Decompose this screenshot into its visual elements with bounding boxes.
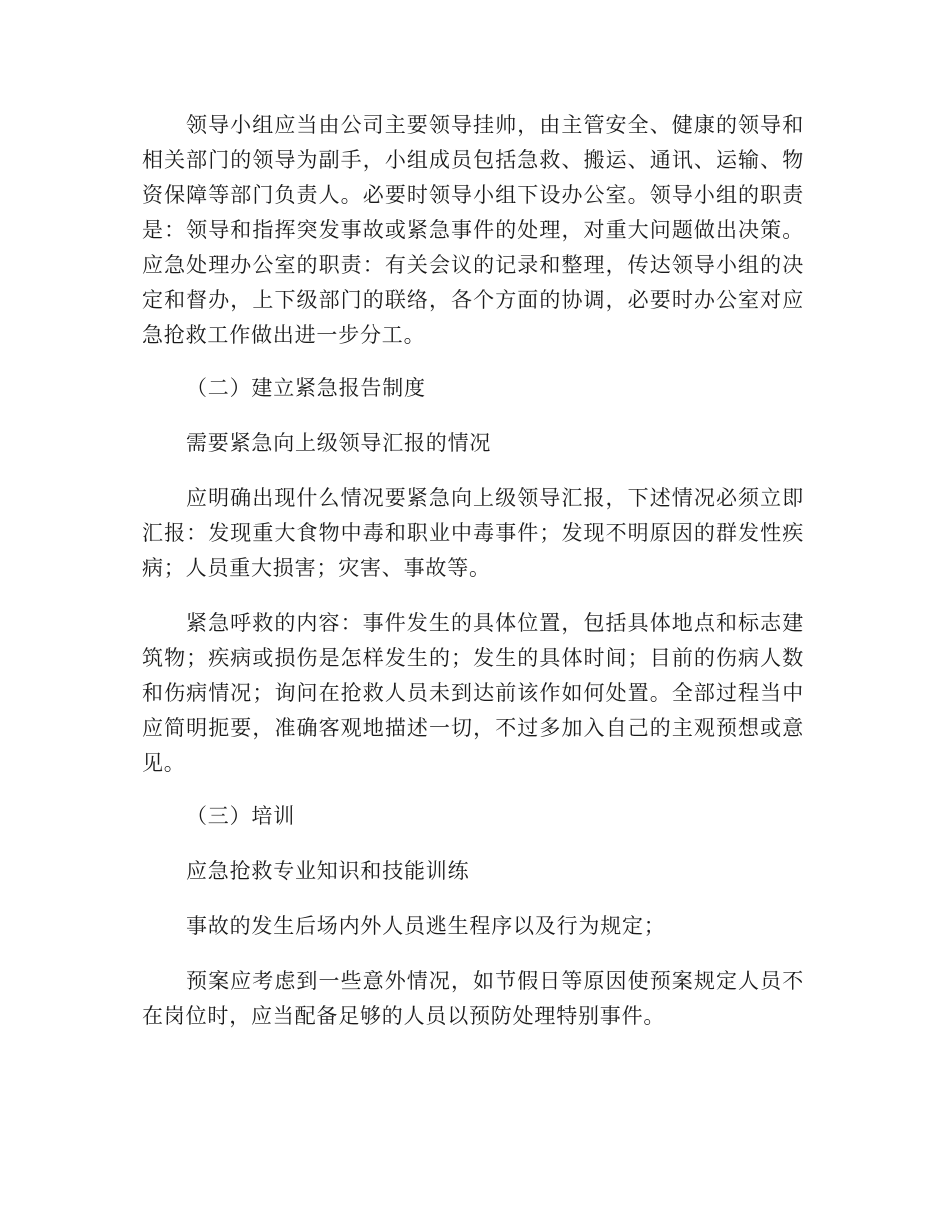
paragraph-emergency-call: 紧急呼救的内容：事件发生的具体位置，包括具体地点和标志建筑物；疾病或损伤是怎样发生的；发生的具体时间；目前的伤病人数和伤病情况；询问在抢救人员未到达前该作如何处置。全部过程当中应简明扼要，准确客观地描述一切，不过多加入自己的主观预想或意见。 [142,611,804,775]
section-heading-emergency-report: （二）建立紧急报告制度 [186,376,426,400]
paragraph-report-conditions: 应明确出现什么情况要紧急向上级领导汇报，下述情况必须立即汇报：发现重大食物中毒和职业中毒事件；发现不明原因的群发性疾病；人员重大损害；灾害、事故等。 [142,486,804,580]
document-body [142,108,804,1034]
paragraph-contingency-staffing: 预案应考虑到一些意外情况，如节假日等原因使预案规定人员不在岗位时，应当配备足够的人员以预防处理特别事件。 [142,969,804,1028]
section-heading-training: （三）培训 [186,804,295,828]
subheading-urgent-report: 需要紧急向上级领导汇报的情况 [186,431,492,455]
paragraph-leadership-group: 领导小组应当由公司主要领导挂帅，由主管安全、健康的领导和相关部门的领导为副手，小组成员包括急救、搬运、通讯、运输、物资保障等部门负责人。必要时领导小组下设办公室。领导小组的职责是：领导和指挥突发事故或紧急事件的处理，对重大问题做出决策。应急处理办公室的职责：有关会议的记录和整理，传达领导小组的决定和督办，上下级部门的联络，各个方面的协调，必要时办公室对应急抢救工作做出进一步分工。 [142,113,804,347]
list-item-skills-training: 应急抢救专业知识和技能训练 [186,859,470,883]
list-item-evacuation-procedure: 事故的发生后场内外人员逃生程序以及行为规定； [186,914,666,938]
